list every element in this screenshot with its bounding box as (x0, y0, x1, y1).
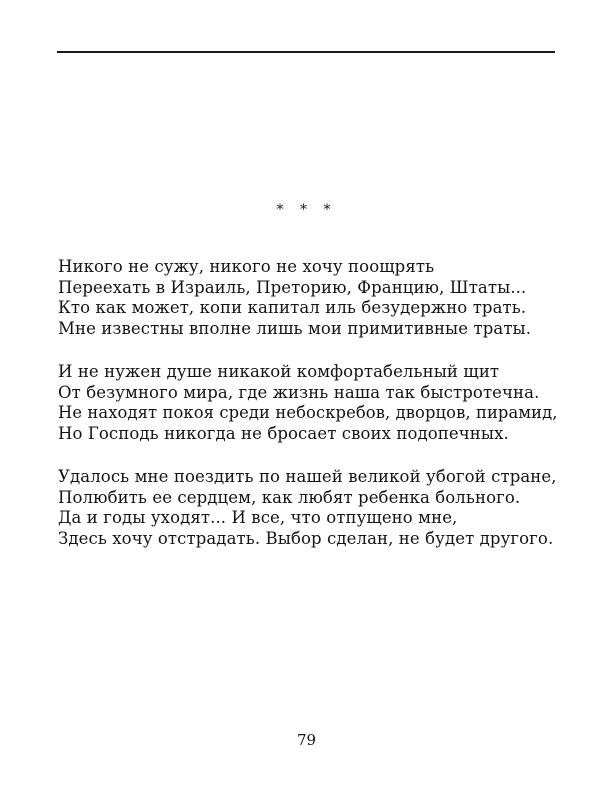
poem (58, 257, 558, 572)
poem-line: Но Господь никогда не бросает своих подопечных. (58, 423, 509, 443)
poem-line: Переехать в Израиль, Преторию, Францию, Штаты... (58, 277, 527, 297)
poem-line: Да и годы уходят... И все, что отпущено мне, (58, 508, 458, 527)
poem-line: И не нужен душе никакой комфортабельный щит (58, 362, 500, 381)
poem-line: Никого не сужу, никого не хочу поощрять (58, 257, 435, 276)
poem-line: Полюбить ее сердцем, как любят ребенка больного. (58, 487, 521, 507)
poem-line: От безумного мира, где жизнь наша так быстротечна. (58, 382, 540, 402)
poem-line: Не находят покоя среди небоскребов, дворцов, пирамид, (58, 403, 558, 422)
poem-line: Кто как может, копи капитал иль безудержно трать. (58, 298, 527, 317)
page-number: 79 (296, 731, 317, 749)
stanza-1 (58, 257, 558, 339)
stanza-3 (58, 467, 558, 549)
poem-line: Здесь хочу отстрадать. Выбор сделан, не будет другого. (58, 528, 554, 548)
section-ornament: * * * (276, 202, 337, 218)
poem-line: Удалось мне поездить по нашей великой убогой стране, (58, 467, 557, 486)
poem-line: Мне известны вполне лишь мои примитивные траты. (58, 318, 532, 338)
header-rule (57, 51, 555, 53)
stanza-2 (58, 362, 558, 444)
